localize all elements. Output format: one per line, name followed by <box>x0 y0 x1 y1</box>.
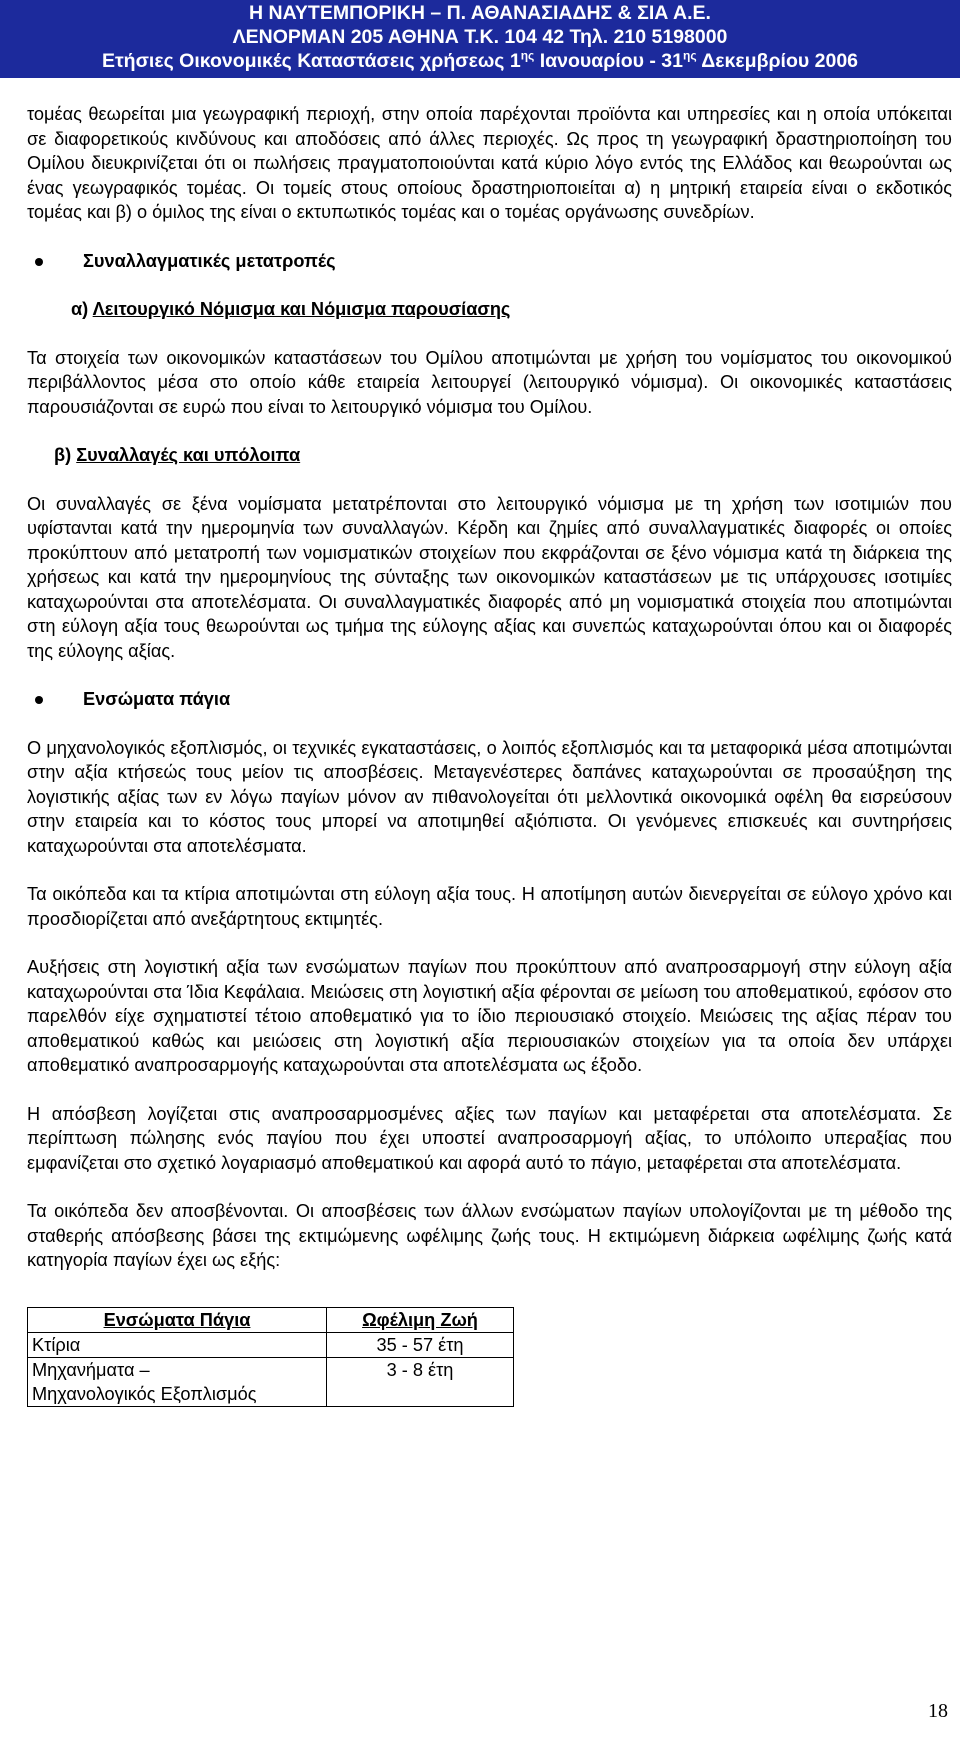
useful-life-table <box>27 1307 514 1407</box>
fixed-assets-paragraph-5: Τα οικόπεδα δεν αποσβένονται. Οι αποσβέσεις των άλλων ενσώματων παγίων υπολογίζονται με τη μέθοδο της σταθερής απόσβεσης βάσει της εκτιμώμενης ωφέλιμης ζωής τους. Η εκτιμώμενη διάρκεια ωφέλιμης ζωής κατά κατηγορία παγίων έχει ως εξής: <box>27 1201 952 1270</box>
fixed-assets-paragraph-4: Η απόσβεση λογίζεται στις αναπροσαρμοσμένες αξίες των παγίων και μεταφέρεται στα αποτελέσματα. Σε περίπτωση πώλησης ενός παγίου που έχει υποστεί αναπροσαρμογή αξίας, το υπόλοιπο υπεραξίας που εμφανίζεται στο σχετικό λογαριασμό αποθεματικού και αφορά αυτό το πάγιο, μεταφέρεται στα αποτελέσματα. <box>27 1103 952 1173</box>
asset-cell: Κτίρια <box>28 1332 327 1357</box>
fixed-assets-paragraph-1: Ο μηχανολογικός εξοπλισμός, οι τεχνικές εγκαταστάσεις, ο λοιπός εξοπλισμός και τα μεταφορικά μέσα αποτιμώνται στην αξία κτήσεώς τους μείον τις αποσβέσεις. Μεταγενέστερες δαπάνες καταχωρούνται σε προσαύξηση της λογιστικής αξίας των εν λόγω παγίων μόνον αν πιθανολογείται ότι μελλοντικά οικονομικά οφέλη θα εισρεύσουν στην εταιρεία και το κόστος τους μπορεί να αποτιμηθεί αξιόπιστα. Οι γενόμενες επισκευές και συντηρήσεις καταχωρούνται στα αποτελέσματα. <box>27 737 952 856</box>
transactions-heading: β) Συναλλαγές και υπόλοιπα <box>54 445 301 465</box>
document-body <box>27 102 952 1407</box>
report-title: Ετήσιες Οικονομικές Καταστάσεις χρήσεως $1^{\eta\varsigma}$ Ιανουαρίου - $31^{\eta\varsigma}$ Δεκεμβρίου 2006 <box>101 48 859 72</box>
fixed-assets-paragraph-2: Τα οικόπεδα και τα κτίρια αποτιμώνται στη εύλογη αξία τους. Η αποτίμηση αυτών διενεργείται σε εύλογο χρόνο και προσδιορίζεται από ανεξάρτητους εκτιμητές. <box>27 884 952 929</box>
page-number: 18 <box>928 1700 948 1722</box>
table-row <box>28 1357 514 1406</box>
company-address: ΛΕΝΟΡΜΑΝ 205 ΑΘΗΝΑ Τ.Κ. 104 42 Τηλ. 210 5198000 <box>232 26 728 48</box>
transactions-paragraph: Οι συναλλαγές σε ξένα νομίσματα μετατρέπονται στο λειτουργικό νόμισμα με τη χρήση των ισοτιμιών που υφίστανται κατά την ημερομηνία των συναλλαγών. Κέρδη και ζημίες από συναλλαγματικές διαφορές οι οποίες προκύπτουν από μετατροπή των νομισματικών στοιχείων που εκφράζονται σε ξένο νόμισμα κατά τη διάρκεια της χρήσεως και κατά την ημερομηνίους της σύνταξης των οικονομικών καταστάσεων με τις υπάρχουσες ισοτιμίες καταχωρούνται στα αποτελέσματα. Οι συναλλαγματικές διαφορές από μη νομισματικά στοιχεία που αποτιμώνται στη εύλογη αξία τους θεωρούνται ως τμήμα της εύλογης αξίας και συνεπώς καταχωρούνται όπου και οι διαφορές της εύλογης αξίας. <box>27 493 952 661</box>
table-header-row <box>28 1307 514 1332</box>
company-name: Η ΝΑΥΤΕΜΠΟΡΙΚΗ – Π. ΑΘΑΝΑΣΙΑΔΗΣ & ΣΙΑ Α.Ε. <box>249 2 711 24</box>
fixed-assets-heading: Ενσώματα πάγια <box>27 687 952 712</box>
intro-paragraph: τομέας θεωρείται μια γεωγραφική περιοχή, στην οποία παρέχονται προϊόντα και υπηρεσίες και η οποία υπόκειται σε διαφορετικούς κινδύνους και αποδόσεις από άλλες περιοχές. Ως προς τη γεωγραφική δραστηριοποίηση του Ομίλου διευκρινίζεται ότι οι πωλήσεις πραγματοποιούνται κατά κύριο λόγο εντός της Ελλάδος και θεωρούνται ως ένας γεωγραφικός τομέας. Οι τομείς στους οποίους δραστηριοποιείται α) η μητρική εταιρεία είναι ο εκδοτικός τομέας και β) ο όμιλος της είναι ο εκτυπωτικός τομέας και ο τομέας οργάνωσης συνεδρίων. <box>27 104 952 222</box>
life-cell: 3 - 8 έτη <box>327 1357 514 1406</box>
table-row <box>28 1332 514 1357</box>
bullet-icon <box>35 696 43 704</box>
asset-cell: Μηχανήματα – Μηχανολογικός Εξοπλισμός <box>28 1357 327 1406</box>
table-header-asset: Ενσώματα Πάγια <box>28 1307 327 1332</box>
functional-currency-paragraph: Τα στοιχεία των οικονομικών καταστάσεων του Ομίλου αποτιμώνται με χρήση του νομίσματος του οικονομικού περιβάλλοντος μέσα στο οποίο κάθε εταιρεία λειτουργεί (λειτουργικό νόμισμα). Οι οικονομικές καταστάσεις παρουσιάζονται σε ευρώ που είναι το λειτουργικό νόμισμα του Ομίλου. <box>27 347 952 417</box>
table-header-life: Ωφέλιμη Ζωή <box>327 1307 514 1332</box>
fx-section-heading: Συναλλαγματικές μετατροπές <box>27 249 952 274</box>
life-cell: 35 - 57 έτη <box>327 1332 514 1357</box>
document-header <box>0 0 960 78</box>
bullet-icon <box>35 258 43 266</box>
functional-currency-heading: α) Λειτουργικό Νόμισμα και Νόμισμα παρουσίασης <box>71 299 511 319</box>
fixed-assets-paragraph-3: Αυξήσεις στη λογιστική αξία των ενσώματων παγίων που προκύπτουν από αναπροσαρμογή στην εύλογη αξία καταχωρούνται στα Ίδια Κεφάλαια. Μειώσεις στη λογιστική αξία φέρονται σε μείωση του αποθεματικού, εφόσον στο παρελθόν είχε σχηματιστεί τέτοιο αποθεματικό για το ίδιο περιουσιακό στοιχείο. Μειώσεις της αξίας πέραν του αποθεματικού καθώς και μειώσεις στη λογιστική αξία περιουσιακών στοιχείων για τα οποία δεν υπάρχει αποθεματικό αναπροσαρμογής καταχωρούνται στα αποτελέσματα ως έξοδο. <box>27 957 952 1075</box>
